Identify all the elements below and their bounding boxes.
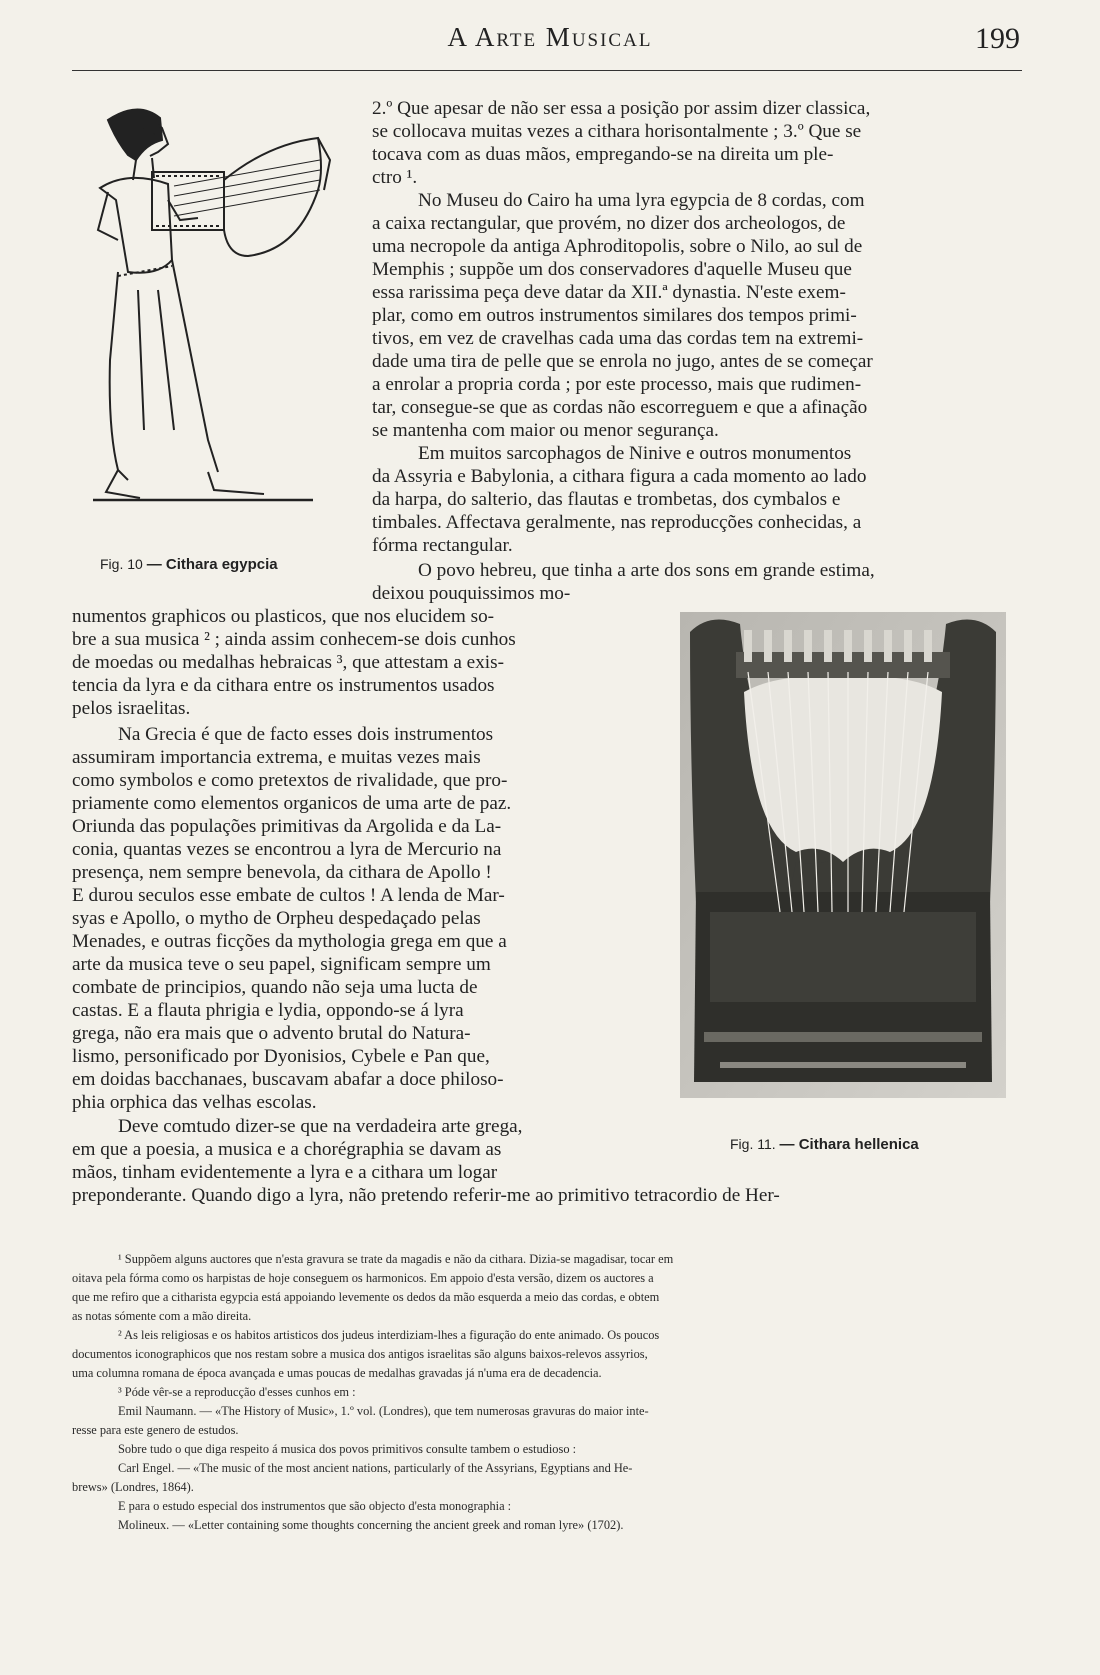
- footnote-line: as notas sómente com a mão direita.: [72, 1309, 252, 1323]
- text-line: em que a poesia, a musica e a chorégraphia se davam as: [72, 1139, 502, 1160]
- text-line: bre a sua musica ² ; ainda assim conhecem-se dois cunhos: [72, 629, 516, 650]
- text-line: combate de principios, quando não seja uma lucta de: [72, 977, 478, 998]
- text-line: Em muitos sarcophagos de Ninive e outros monumentos: [418, 443, 852, 464]
- text-line: Na Grecia é que de facto esses dois instrumentos: [118, 724, 494, 745]
- footnote-line: oitava pela fórma como os harpistas de hoje conseguem os harmonicos. Em appoio d'esta versão, dizem os auctores a: [72, 1271, 654, 1285]
- text-line: No Museu do Cairo ha uma lyra egypcia de 8 cordas, com: [418, 190, 865, 211]
- header-rule: [72, 70, 1022, 71]
- text-line: lismo, personificado por Dyonisios, Cybele e Pan que,: [72, 1046, 490, 1067]
- text-line: 2.º Que apesar de não ser essa a posição por assim dizer classica,: [372, 98, 871, 119]
- footnote-line: documentos iconographicos que nos restam sobre a musica dos antigos israelitas são alguns baixos-relevos assyrios,: [72, 1347, 648, 1361]
- text-line: Menades, e outras ficções da mythologia grega em que a: [72, 931, 507, 952]
- figure-egyptian-cithara-player: [88, 100, 358, 540]
- text-line: numentos graphicos ou plasticos, que nos elucidem so-: [72, 606, 495, 627]
- figure-10-caption: [100, 556, 278, 573]
- text-line: Memphis ; suppõe um dos conservadores d'aquelle Museu que: [372, 259, 852, 280]
- figure-10-title: — Cithara egypcia: [146, 556, 278, 573]
- footnote-line: Molineux. — «Letter containing some thoughts concerning the ancient greek and roman lyre» (1702).: [118, 1518, 624, 1532]
- running-header-title: A Arte Musical: [447, 22, 653, 52]
- text-line: da harpa, do salterio, das flautas e trombetas, dos cymbalos e: [372, 489, 841, 510]
- footnote-line: Sobre tudo o que diga respeito á musica dos povos primitivos consulte tambem o estudioso :: [118, 1442, 577, 1456]
- text-line: castas. E a flauta phrigia e lydia, oppondo-se á lyra: [72, 1000, 464, 1021]
- figure-hellenic-cithara-photo: [680, 612, 1006, 1098]
- text-line: como symbolos e como pretextos de rivalidade, que pro-: [72, 770, 508, 791]
- text-line: priamente como elementos organicos de uma arte de paz.: [72, 793, 512, 814]
- figure-11-title: — Cithara hellenica: [779, 1136, 919, 1153]
- footnote-line: Emil Naumann. — «The History of Music», 1.º vol. (Londres), que tem numerosas gravuras do maior inte-: [118, 1404, 649, 1418]
- footnote-line: uma columna romana de época avançada e umas poucas de medalhas gravadas já n'uma era de decadencia.: [72, 1366, 602, 1380]
- footnote-line: ³ Póde vêr-se a reproducção d'esses cunhos em :: [118, 1385, 356, 1399]
- text-line: Deve comtudo dizer-se que na verdadeira arte grega,: [118, 1116, 523, 1137]
- text-line: assumiram importancia extrema, e muitas vezes mais: [72, 747, 481, 768]
- text-line: preponderante. Quando digo a lyra, não pretendo referir-me ao primitivo tetracordio de Her-: [72, 1185, 780, 1206]
- text-line: tencia da lyra e da cithara entre os instrumentos usados: [72, 675, 495, 696]
- text-line: se mantenha com maior ou menor segurança.: [372, 420, 719, 441]
- footnote-line: E para o estudo especial dos instrumentos que são objecto d'esta monographia :: [118, 1499, 512, 1513]
- text-line: grega, não era mais que o advento brutal do Natura-: [72, 1023, 471, 1044]
- text-line: ctro ¹.: [372, 167, 418, 188]
- text-line: da Assyria e Babylonia, a cithara figura a cada momento ao lado: [372, 466, 867, 487]
- text-line: em doidas bacchanaes, buscavam abafar a doce philoso-: [72, 1069, 504, 1090]
- text-line: de moedas ou medalhas hebraicas ³, que attestam a exis-: [72, 652, 504, 673]
- text-line: se collocava muitas vezes a cithara horisontalmente ; 3.º Que se: [372, 121, 862, 142]
- text-line: phia orphica das velhas escolas.: [72, 1092, 317, 1113]
- text-line: dade uma tira de pelle que se enrola no jugo, antes de se começar: [372, 351, 873, 372]
- text-line: essa rarissima peça deve datar da XII.ª dynastia. N'este exem-: [372, 282, 846, 303]
- text-line: tivos, em vez de cravelhas cada uma das cordas tem na extremi-: [372, 328, 864, 349]
- text-line: presença, nem sempre benevola, da cithara de Apollo !: [72, 862, 492, 883]
- figure-10-label: Fig. 10: [100, 556, 143, 572]
- text-line: a caixa rectangular, que provém, no dizer dos archeologos, de: [372, 213, 846, 234]
- text-line: a enrolar a propria corda ; por este processo, mais que rudimen-: [372, 374, 862, 395]
- text-line: tocava com as duas mãos, empregando-se na direita um ple-: [372, 144, 834, 165]
- text-line: deixou pouquissimos mo-: [372, 583, 571, 604]
- text-line: syas e Apollo, o mytho de Orpheu despedaçado pelas: [72, 908, 481, 929]
- text-line: plar, como em outros instrumentos similares dos tempos primi-: [372, 305, 857, 326]
- figure-11-caption: [730, 1136, 919, 1153]
- text-line: fórma rectangular.: [372, 535, 513, 556]
- text-line: conia, quantas vezes se encontrou a lyra de Mercurio na: [72, 839, 502, 860]
- text-line: O povo hebreu, que tinha a arte dos sons em grande estima,: [418, 560, 875, 581]
- text-line: arte da musica teve o seu papel, significam sempre um: [72, 954, 491, 975]
- text-line: uma necropole da antiga Aphroditopolis, sobre o Nilo, ao sul de: [372, 236, 863, 257]
- footnote-line: ² As leis religiosas e os habitos artisticos dos judeus interdiziam-lhes a figuração do ente animado. Os poucos: [118, 1328, 660, 1342]
- text-line: timbales. Affectava geralmente, nas reproducções conhecidas, a: [372, 512, 862, 533]
- footnote-line: brews» (Londres, 1864).: [72, 1480, 194, 1494]
- text-line: tar, consegue-se que as cordas não escorreguem e que a afinação: [372, 397, 868, 418]
- footnote-line: que me refiro que a citharista egypcia está appoiando levemente os dedos da mão esquerda a meio das cordas, e obtem: [72, 1290, 660, 1304]
- footnote-line: Carl Engel. — «The music of the most ancient nations, particularly of the Assyrians, Egyptians and He-: [118, 1461, 633, 1475]
- footnote-line: ¹ Suppõem alguns auctores que n'esta gravura se trate da magadis e não da cithara. Dizia-se magadisar, tocar em: [118, 1252, 674, 1266]
- footnote-line: resse para este genero de estudos.: [72, 1423, 239, 1437]
- figure-11-label: Fig. 11.: [730, 1136, 776, 1152]
- text-line: pelos israelitas.: [72, 698, 191, 719]
- text-line: mãos, tinham evidentemente a lyra e a cithara um logar: [72, 1162, 498, 1183]
- text-line: Oriunda das populações primitivas da Argolida e da La-: [72, 816, 502, 837]
- page-number: 199: [975, 22, 1020, 55]
- text-line: E durou seculos esse embate de cultos ! A lenda de Mar-: [72, 885, 505, 906]
